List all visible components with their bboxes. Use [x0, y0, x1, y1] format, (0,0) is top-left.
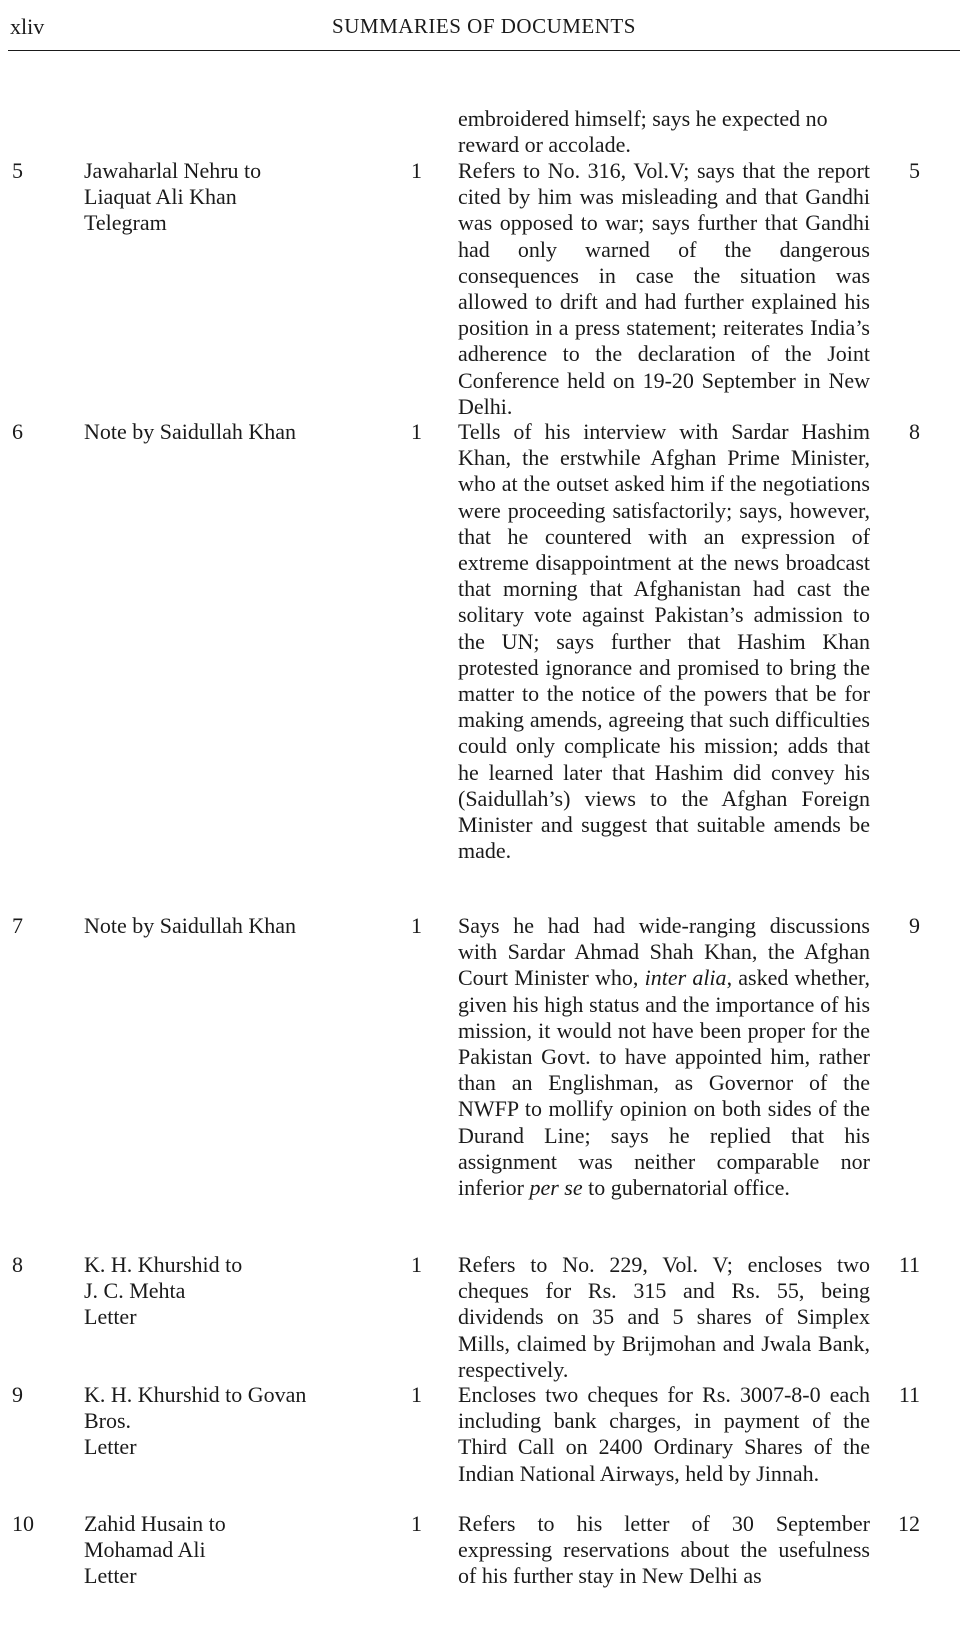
entry-number: 7 — [12, 913, 23, 938]
entry-from-to — [84, 1511, 374, 1590]
entry-volume: 1 — [411, 1252, 422, 1277]
entry-from-to — [84, 1252, 374, 1331]
entry-page: 8 — [909, 419, 920, 444]
from-to-line: Bros. — [84, 1408, 132, 1434]
entry-page: 12 — [898, 1511, 920, 1536]
from-to-line: K. H. Khurshid to — [84, 1252, 243, 1277]
entry-summary: Says he had had wide-ranging discussions with Sardar Ahmad Shah Khan, the Afghan Court Minister who, inter alia, asked whether, given his high status and the importance of his mission, it would not have been proper for the Pakistan Govt. to have appointed him, rather than an Englishman, as Governor of the NWFP to mollify opinion on both sides of the Durand Line; says he replied that his assignment was neither comparable nor inferior per se to gubernatorial office. — [458, 913, 870, 1201]
entry-number: 5 — [12, 158, 23, 183]
from-to-line: Liaquat Ali Khan — [84, 184, 237, 210]
from-to-line: Mohamad Ali — [84, 1537, 206, 1563]
continued-summary: embroidered himself; says he expected no reward or accolade. — [458, 106, 828, 158]
entry-volume: 1 — [411, 1382, 422, 1407]
from-to-line: Jawaharlal Nehru to — [84, 158, 262, 183]
from-to-line: Telegram — [84, 210, 167, 236]
entry-summary: Tells of his interview with Sardar Hashim Khan, the erstwhile Afghan Prime Minister, who at the outset asked him if the negotiations were proceeding satisfactorily; says, however, that he countered with an expression of extreme disappointment at the news broadcast that morning that Afghanistan had cast the solitary vote against Pakistan’s admission to the UN; says further that Hashim Khan protested ignorance and promised to bring the matter to the notice of the powers that be for making amends, agreeing that such difficulties could only complicate his mission; adds that he learned later that Hashim did convey his (Saidullah’s) views to the Afghan Foreign Minister and suggest that suitable amends be made. — [458, 419, 870, 864]
from-to-line: K. H. Khurshid to Govan — [84, 1382, 307, 1407]
entry-number: 8 — [12, 1252, 23, 1277]
entry-summary: Refers to No. 316, Vol.V; says that the report cited by him was misleading and that Gandhi was opposed to war; says further that Gandhi had only warned of the dangerous consequences in case the situation was allowed to drift and had further explained his position in a press statement; reiterates India’s adherence to the declaration of the Joint Conference held on 19-20 September in New Delhi. — [458, 158, 870, 419]
entry-from-to — [84, 1382, 374, 1461]
from-to-line: Note by Saidullah Khan — [84, 913, 297, 938]
running-header: SUMMARIES OF DOCUMENTS — [332, 14, 636, 38]
from-to-line: Letter — [84, 1304, 137, 1330]
from-to-line: Zahid Husain to — [84, 1511, 226, 1536]
entry-from-to — [84, 419, 374, 445]
entry-volume: 1 — [411, 913, 422, 938]
from-to-line: Note by Saidullah Khan — [84, 419, 297, 444]
entry-page: 11 — [898, 1252, 920, 1277]
entry-summary: Encloses two cheques for Rs. 3007-8-0 each including bank charges, in payment of the Third Call on 2400 Ordinary Shares of the Indian National Airways, held by Jinnah. — [458, 1382, 870, 1486]
entry-volume: 1 — [411, 419, 422, 444]
entry-number: 6 — [12, 419, 23, 444]
entry-volume: 1 — [411, 1511, 422, 1536]
entry-number: 10 — [12, 1511, 34, 1536]
from-to-line: Letter — [84, 1563, 137, 1589]
entry-summary: Refers to his letter of 30 September expressing reservations about the usefulness of his further stay in New Delhi as — [458, 1511, 870, 1589]
entry-number: 9 — [12, 1382, 23, 1407]
header-rule — [8, 50, 960, 51]
entry-page: 9 — [909, 913, 920, 938]
entry-summary: Refers to No. 229, Vol. V; encloses two cheques for Rs. 315 and Rs. 55, being dividends on 35 and 5 shares of Simplex Mills, claimed by Brijmohan and Jwala Bank, respectively. — [458, 1252, 870, 1382]
entry-from-to — [84, 913, 374, 939]
entry-volume: 1 — [411, 158, 422, 183]
entry-page: 11 — [898, 1382, 920, 1407]
from-to-line: Letter — [84, 1434, 137, 1460]
from-to-line: J. C. Mehta — [84, 1278, 186, 1304]
page-number: xliv — [10, 14, 45, 39]
entry-page: 5 — [909, 158, 920, 183]
entry-from-to — [84, 158, 374, 237]
